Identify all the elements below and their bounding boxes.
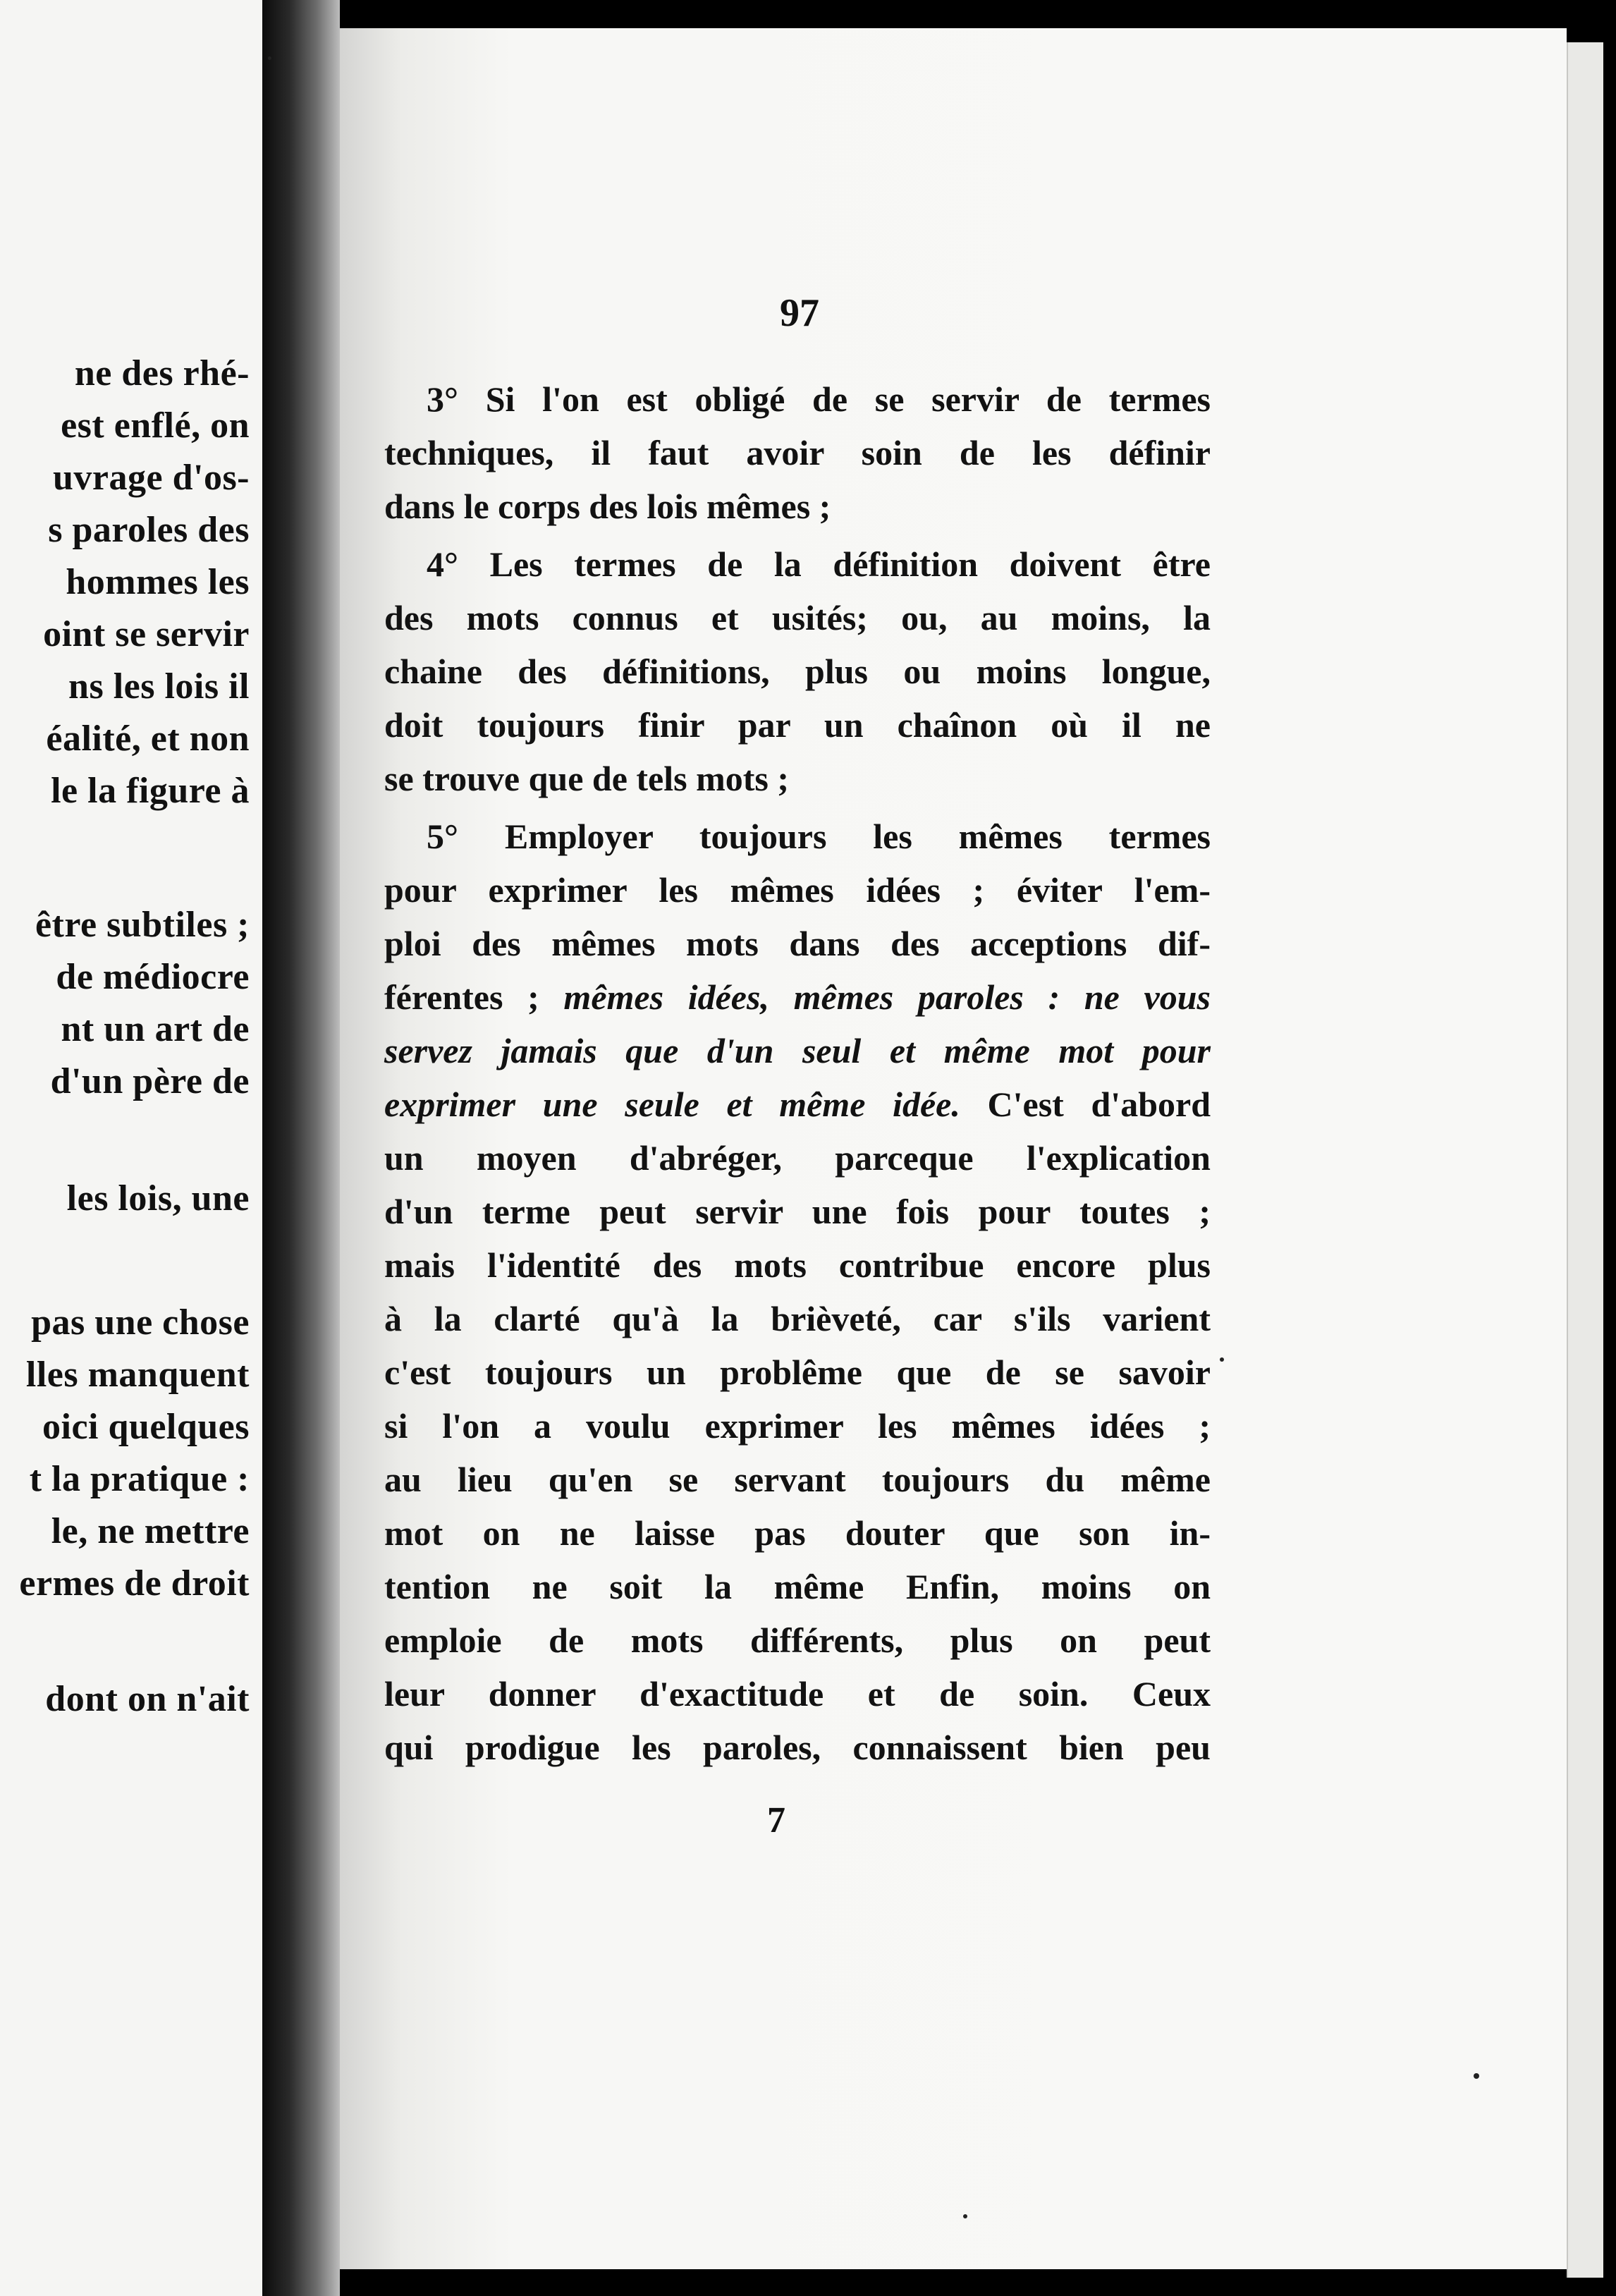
facing-line: t la pratique : xyxy=(29,1459,250,1499)
italic-run: mêmes idées, mêmes paroles : ne vous xyxy=(563,977,1211,1017)
facing-line: lles manquent xyxy=(25,1355,250,1395)
text-line: c'est toujours un problême que de se savoir xyxy=(384,1352,1211,1392)
text-line: à la clarté qu'à la brièveté, car s'ils varient xyxy=(384,1299,1211,1338)
text-line: chaine des définitions, plus ou moins longue, xyxy=(384,652,1211,691)
text-line: tention ne soit la même Enfin, moins on xyxy=(384,1567,1211,1606)
facing-line: d'un père de xyxy=(50,1061,250,1101)
text-line: ploi des mêmes mots dans des acceptions dif- xyxy=(384,924,1211,963)
scan-speck xyxy=(1220,1357,1224,1362)
text-line: techniques, il faut avoir soin de les définir xyxy=(384,433,1211,472)
main-text-block xyxy=(384,372,1211,1774)
text-line: mais l'identité des mots contribue encore plus xyxy=(384,1245,1211,1285)
text-run: férentes ; xyxy=(384,977,564,1017)
text-line: emploie de mots différents, plus on peut xyxy=(384,1620,1211,1660)
facing-line: est enflé, on xyxy=(61,405,250,446)
facing-line: le la figure à xyxy=(51,771,250,811)
text-line: un moyen d'abréger, parceque l'explication xyxy=(384,1138,1211,1178)
facing-line: pas une chose xyxy=(31,1302,250,1343)
facing-line: de médiocre xyxy=(56,957,250,997)
text-line: 4° Les termes de la définition doivent être xyxy=(427,544,1211,584)
italic-run: exprimer une seule et même idée. xyxy=(384,1085,960,1124)
text-line: si l'on a voulu exprimer les mêmes idées ; xyxy=(384,1406,1211,1446)
facing-line: oici quelques xyxy=(42,1407,250,1447)
facing-page xyxy=(0,0,262,2296)
text-line xyxy=(384,1077,1211,1131)
text-line: des mots connus et usités; ou, au moins, la xyxy=(384,598,1211,637)
text-line: pour exprimer les mêmes idées ; éviter l'em- xyxy=(384,870,1211,910)
text-line: 3° Si l'on est obligé de se servir de termes xyxy=(427,379,1211,419)
facing-line: nt un art de xyxy=(61,1009,250,1049)
facing-line: être subtiles ; xyxy=(35,905,250,945)
facing-line: les lois, une xyxy=(66,1178,250,1219)
text-line: d'un terme peut servir une fois pour toutes ; xyxy=(384,1192,1211,1231)
text-run: C'est d'abord xyxy=(960,1085,1211,1124)
text-line: servez jamais que d'un seul et même mot pour xyxy=(384,1031,1211,1070)
text-line: 5° Employer toujours les mêmes termes xyxy=(427,817,1211,856)
facing-line: hommes les xyxy=(66,562,250,602)
facing-line: s paroles des xyxy=(48,510,250,550)
facing-line: le, ne mettre xyxy=(51,1511,250,1551)
facing-line: dont on n'ait xyxy=(45,1679,250,1719)
book-gutter-shadow xyxy=(262,0,340,2296)
text-line: mot on ne laisse pas douter que son in- xyxy=(384,1513,1211,1553)
facing-line: ne des rhé- xyxy=(74,353,250,393)
signature-mark: 7 xyxy=(767,1800,785,1840)
scan-speck xyxy=(268,56,271,60)
facing-line: uvrage d'os- xyxy=(53,458,250,498)
page-edge xyxy=(1567,42,1603,2278)
facing-line: ermes de droit xyxy=(19,1563,250,1604)
text-line: qui prodigue les paroles, connaissent bien peu xyxy=(384,1728,1211,1767)
facing-line: éalité, et non xyxy=(46,719,250,759)
page-number: 97 xyxy=(780,291,819,335)
scan-speck xyxy=(1474,2073,1479,2079)
text-line: au lieu qu'en se servant toujours du même xyxy=(384,1460,1211,1499)
text-line: se trouve que de tels mots ; xyxy=(384,759,789,798)
facing-line: oint se servir xyxy=(43,614,250,654)
text-line: dans le corps des lois mêmes ; xyxy=(384,487,831,526)
text-line xyxy=(384,970,1211,1024)
text-line: doit toujours finir par un chaînon où il ne xyxy=(384,705,1211,745)
text-line: leur donner d'exactitude et de soin. Ceux xyxy=(384,1674,1211,1714)
facing-line: ns les lois il xyxy=(68,666,250,707)
scan-speck xyxy=(963,2214,967,2218)
